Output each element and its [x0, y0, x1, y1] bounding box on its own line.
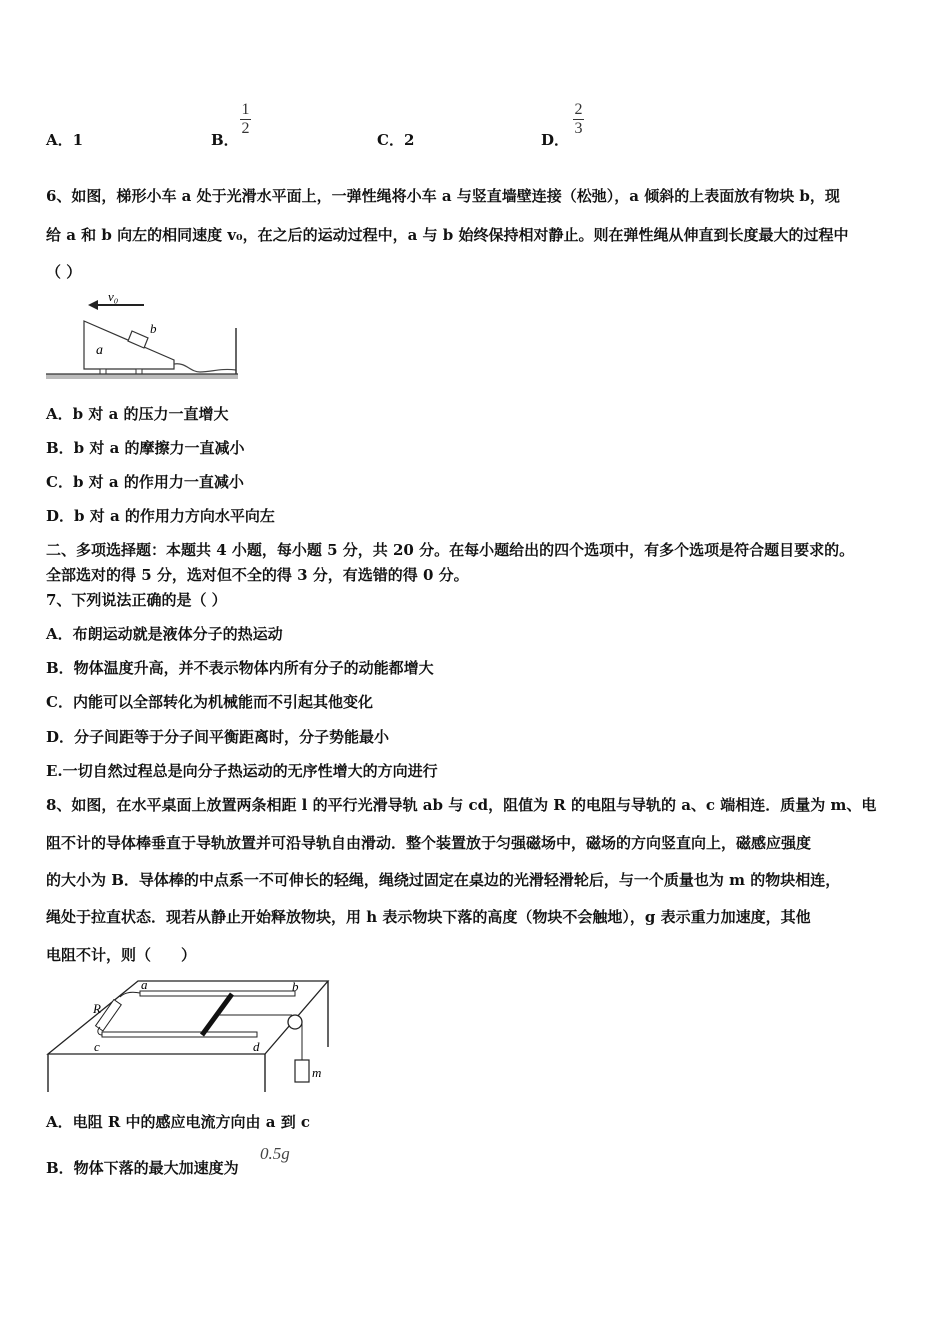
- q6-option-b[interactable]: B．b 对 a 的摩擦力一直减小: [46, 439, 245, 457]
- block-m: [295, 1060, 309, 1082]
- q7-option-a[interactable]: A．布朗运动就是液体分子的热运动: [46, 625, 283, 643]
- q8-stem-line-3: 的大小为 B．导体棒的中点系一不可伸长的轻绳，绳绕过固定在桌边的光滑轻滑轮后，与一个质量也为 m 的物块相连，: [46, 871, 841, 889]
- label-b: b: [150, 321, 157, 336]
- elastic-cord: [174, 364, 236, 372]
- pulley-icon: [288, 1015, 302, 1029]
- q8-stem-line-4: 绳处于拉直状态．现若从静止开始释放物块，用 h 表示物块下落的高度（物块不会触地），g 表示重力加速度，其他: [46, 908, 811, 926]
- q7-option-b[interactable]: B．物体温度升高，并不表示物体内所有分子的动能都增大: [46, 659, 434, 677]
- q6-option-c[interactable]: C．b 对 a 的作用力一直减小: [46, 473, 244, 491]
- wheel-icon: [136, 369, 142, 374]
- label-a: a: [141, 977, 148, 992]
- q7-option-e[interactable]: E.一切自然过程总是向分子热运动的无序性增大的方向进行: [46, 762, 438, 780]
- q5-option-b-fraction: [240, 101, 251, 138]
- q5-option-d-fraction: [573, 101, 584, 138]
- q7-stem: 7、下列说法正确的是（ ）: [46, 591, 227, 609]
- q6-option-d[interactable]: D．b 对 a 的作用力方向水平向左: [46, 507, 275, 525]
- q5-option-d[interactable]: D．: [541, 131, 570, 149]
- q8-option-a[interactable]: A．电阻 R 中的感应电流方向由 a 到 c: [46, 1113, 311, 1131]
- rail-ab: [140, 991, 295, 996]
- q6-option-a[interactable]: A．b 对 a 的压力一直增大: [46, 405, 229, 423]
- q5-option-c[interactable]: C．2: [377, 131, 415, 149]
- q6-cart-figure: [44, 288, 249, 383]
- q8-option-b[interactable]: B．物体下落的最大加速度为: [46, 1159, 239, 1177]
- q8-option-b-math: 0.5g: [260, 1144, 290, 1163]
- q7-option-c[interactable]: C．内能可以全部转化为机械能而不引起其他变化: [46, 693, 373, 711]
- q8-rail-figure: [44, 975, 339, 1095]
- label-v0: v₀: [108, 289, 119, 304]
- rail-cd: [102, 1032, 257, 1037]
- section2-heading-line-2: 全部选对的得 5 分，选对但不全的得 3 分，有选错的得 0 分。: [46, 566, 469, 584]
- q5-option-a[interactable]: A．1: [46, 131, 84, 149]
- q7-option-d[interactable]: D．分子间距等于分子间平衡距离时，分子势能最小: [46, 728, 390, 746]
- label-r: R: [93, 1001, 101, 1016]
- q8-stem-line-2: 阻不计的导体棒垂直于导轨放置并可沿导轨自由滑动．整个装置放于匀强磁场中，磁场的方向竖直向上，磁感应强度: [46, 834, 812, 852]
- fraction-denominator: 2: [241, 120, 250, 137]
- section2-heading-line-1: 二、多项选择题：本题共 4 小题，每小题 5 分，共 20 分。在每小题给出的四个选项中，有多个选项是符合题目要求的。: [46, 541, 855, 559]
- fraction-numerator: 1: [241, 101, 250, 118]
- q8-stem-line-5: 电阻不计，则（ ）: [46, 946, 197, 964]
- label-c: c: [94, 1039, 100, 1054]
- label-a: a: [96, 343, 103, 358]
- label-m: m: [312, 1065, 322, 1080]
- q6-stem-line-1: 6、如图，梯形小车 a 处于光滑水平面上，一弹性绳将小车 a 与竖直墙壁连接（松弛），a 倾斜的上表面放有物块 b，现: [46, 187, 840, 205]
- q5-option-b[interactable]: B．: [211, 131, 239, 149]
- fraction-denominator: 3: [574, 120, 583, 137]
- ground: [46, 374, 238, 379]
- q8-stem-line-1: 8、如图，在水平桌面上放置两条相距 l 的平行光滑导轨 ab 与 cd，阻值为 R 的电阻与导轨的 a、c 端相连．质量为 m、电: [46, 796, 877, 814]
- wheel-icon: [100, 369, 106, 374]
- q6-stem-line-3: （ ）: [46, 263, 82, 281]
- label-d: d: [253, 1039, 260, 1054]
- q6-stem-line-2: 给 a 和 b 向左的相同速度 v₀，在之后的运动过程中，a 与 b 始终保持相对静止。则在弹性绳从伸直到长度最大的过程中: [46, 226, 849, 244]
- label-b: b: [292, 979, 299, 994]
- fraction-numerator: 2: [574, 101, 583, 118]
